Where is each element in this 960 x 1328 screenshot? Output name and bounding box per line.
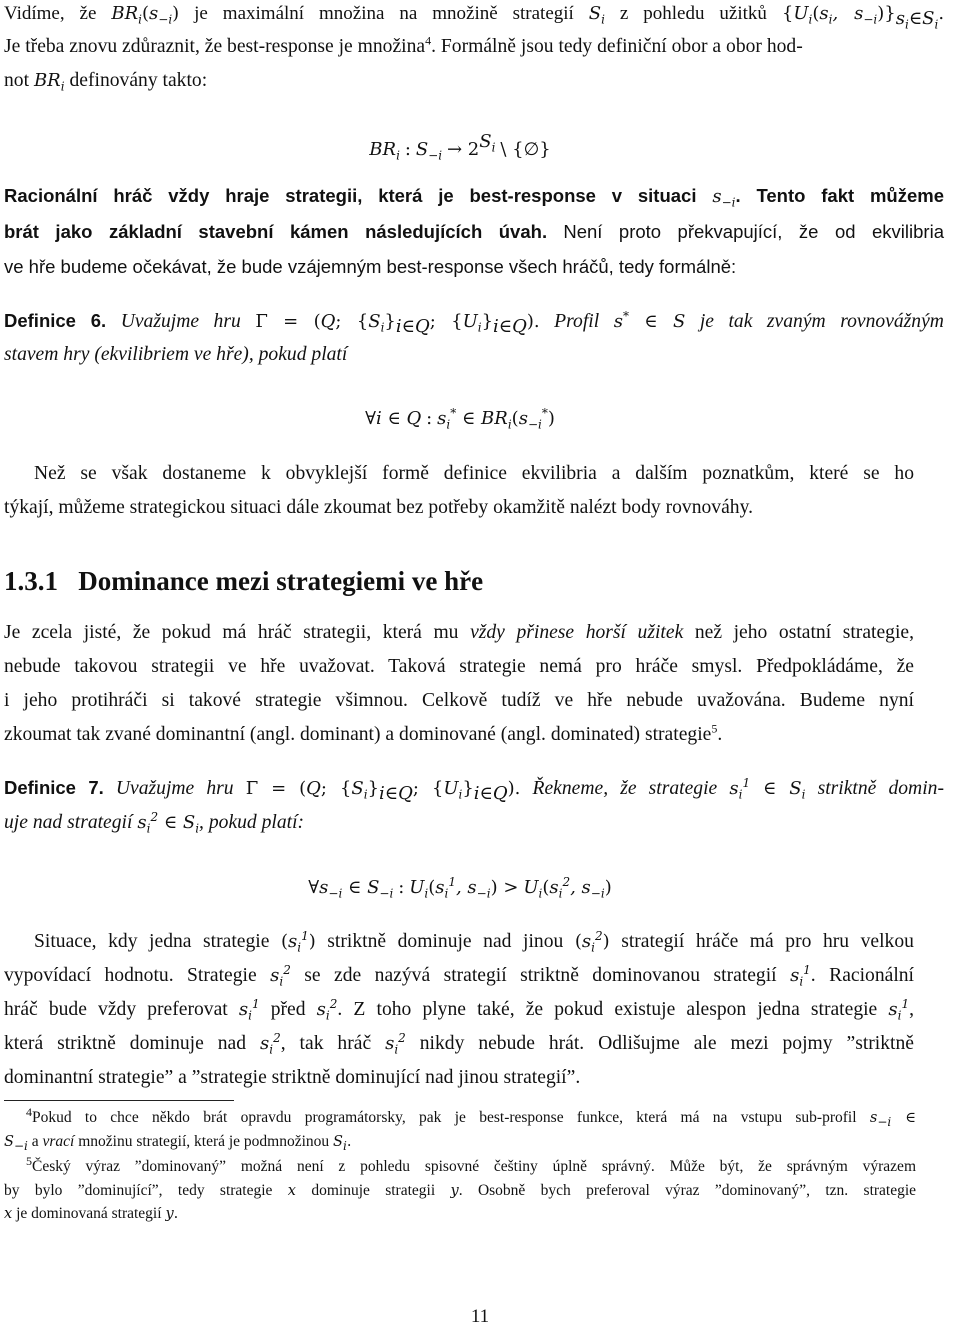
paragraph-line: vypovídací hodnotu. Strategie $s_i^2$ se zde nazývá strategií striktně dominovanou strategií $s_i^1$. Racionální [4, 963, 915, 989]
paragraph-line: Vidíme, že $BR_i(s_{-i})$ je maximální množina na množině strategií $S_i$ z pohledu užitků {$U_i(s_i$, $s_{-i})\}_{s_i\in S_i}$. [4, 3, 945, 32]
paragraph-line: stavem hry (ekvilibriem ve hře), pokud platí [4, 344, 348, 365]
display-equation: ∀i ∈ Q : $s_i^*$ ∈ $BR_i(s_{-i}^*)$ [365, 406, 555, 432]
paragraph-line: hráč bude vždy preferovat $s_i^1$ před $s_i^2$. Z toho plyne také, že pokud existuje alespon jedna strategie $s_i^1$, [4, 997, 915, 1023]
paragraph-line: ve hře budeme očekávat, že bude vzájemným best-response všech hráčů, tedy formálně: [4, 256, 737, 277]
display-equation: $BR_i$ : $S_{-i} \to 2^{S_i}$ \ {∅} [369, 131, 551, 163]
paragraph-line: Je zcela jisté, že pokud má hráč strategii, která mu vždy přinese horší užitek než jeho ostatní strategie, [4, 622, 914, 643]
paragraph-line: not $BR_i$ definovány takto: [4, 70, 208, 94]
paragraph-line: brát jako základní stavební kámen následujících úvah. Není proto překvapující, že od ekvilibria [4, 221, 944, 242]
paragraph-line: dominantní strategie” a ”strategie striktně dominující nad jinou strategií”. [4, 1067, 581, 1088]
definition-6: Definice 6. Uvažujme hru Γ = (Q; $\{S_i\}_{i\in Q}$; $\{U_i\}_{i\in Q}$). Profil s* ∈ S je tak zvaným rovnovážným [4, 309, 944, 337]
footnote-ref[interactable]: 5 [711, 721, 718, 736]
paragraph-line: Racionální hráč vždy hraje strategii, která je best-response v situaci $s_{-i}$. Tento fakt můžeme [4, 185, 944, 210]
paragraph-line: nebude takovou strategii ve hře uvažovat. Taková strategie nemá pro hráče smysl. Předpokládáme, že [4, 656, 914, 677]
paragraph-line: zkoumat tak zvané dominantní (angl. dominant) a dominované (angl. dominated) strategie$^5$. [4, 721, 723, 745]
footnote-line: x je dominovaná strategií y. [4, 1205, 179, 1222]
display-equation: $\forall s_{-i}$ ∈ $S_{-i}$ : $U_i(s_i^1$, $s_{-i}) > U_i(s_i^2$, $s_{-i}$) [308, 875, 612, 901]
section-heading: 1.3.1 Dominance mezi strategiemi ve hře [4, 566, 484, 596]
footnote-line: by bylo ”dominující”, tedy strategie x dominuje strategii y. Osobně bych preferoval výraz ”dominovaný”, tzn. strategie [4, 1182, 917, 1199]
footnote-4: $^4$Pokud to chce někdo brát opravdu programátorsky, pak je best-response funkce, která má na vstupu sub-profil $s_{-i}$ ∈ [26, 1104, 916, 1129]
paragraph-line: i jeho protihráči si takové strategie všimnou. Celkově tudíž ve hře nebude uvažována. Budeme nyní [4, 690, 914, 711]
paragraph-line: týkají, můžeme strategickou situaci dále zkoumat bez potřeby okamžitě nalézt body rovnováhy. [4, 497, 754, 518]
paragraph-line: uje nad strategií $s_i^2$ ∈ $S_i$, pokud platí: [4, 810, 305, 836]
paragraph-line: Situace, kdy jedna strategie $(s_i^1)$ striktně dominuje nad jinou $(s_i^2)$ strategií hráče má pro hru velkou [34, 929, 914, 955]
definition-7: Definice 7. Uvažujme hru Γ = (Q; $\{S_i\}_{i\in Q}$; $\{U_i\}_{i\in Q}$). Řekneme, že strategie $s_i^1$ ∈ $S_i$ striktně domin- [4, 776, 944, 804]
footnote-line: $S_{-i}$ a vrací množinu strategií, která je podmnožinou $S_i$. [4, 1133, 352, 1153]
footnote-rule [4, 1100, 234, 1101]
footnote-5: $^5$Český výraz ”dominovaný” možná není z pohledu spisovné češtiny úplně správný. Může být, že správným výrazem [26, 1153, 916, 1175]
page-number: 11 [470, 1306, 490, 1327]
paragraph-line: Je třeba znovu zdůraznit, že best-response je množina$^4$. Formálně jsou tedy definiční obor a obor hod- [4, 33, 803, 57]
footnote-ref[interactable]: 4 [425, 33, 432, 48]
paragraph-line: Než se však dostaneme k obvyklejší formě definice ekvilibria a dalším poznatkům, které se ho [34, 463, 914, 484]
paragraph-line: která striktně dominuje nad $s_i^2$, tak hráč $s_i^2$ nikdy nebude hrát. Odlišujme ale mezi pojmy ”striktně [4, 1031, 914, 1057]
